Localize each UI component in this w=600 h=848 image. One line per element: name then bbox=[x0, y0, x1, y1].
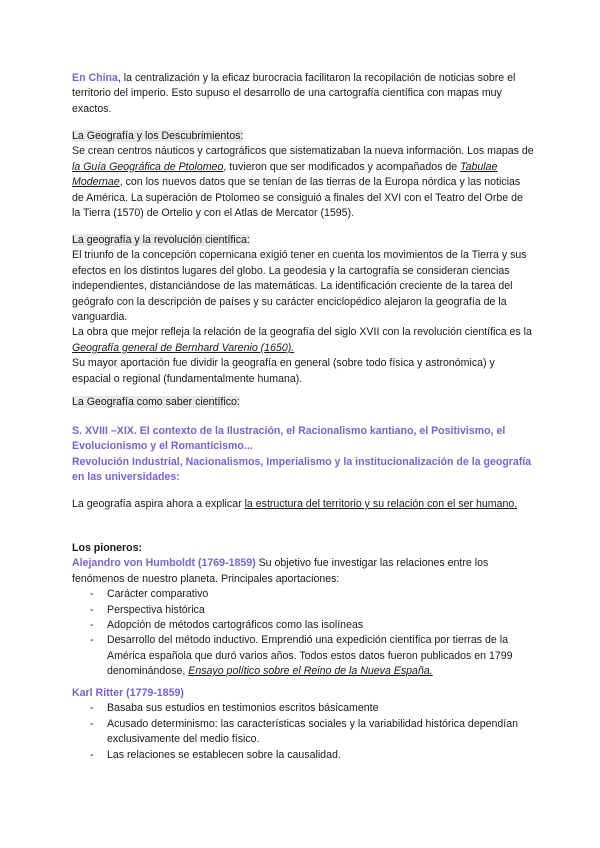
china-text: , la centralización y la eficaz burocracia facilitaron la recopilación de noticias sobre el territorio del imperio. Esto supuso el desarrollo de una cartografía científica con mapas muy exactos. bbox=[72, 72, 516, 115]
humboldt-name: Alejandro von Humboldt (1769-1859) bbox=[72, 557, 256, 570]
varenio-link[interactable]: Geografía general de Bernhard Varenio (1650). bbox=[72, 341, 295, 354]
revolucion-section bbox=[72, 233, 534, 387]
list-item: - Desarrollo del método inductivo. Emprendió una expedición científica por tierras de la América española que duró varios años. Todos estos datos fueron publicados en 1799 denominándose, Ensayo político sobre el Reino de la Nueva España. bbox=[72, 633, 534, 679]
revolucion-heading: La geografía y la revolución científica: bbox=[72, 234, 250, 246]
saber-paragraph: La geografía aspira ahora a explicar la estructura del territorio y su relación con el ser humano. bbox=[72, 498, 518, 510]
list-item: - Perspectiva histórica bbox=[72, 603, 534, 618]
tabulae-modernae-link[interactable]: Tabulae Modernae bbox=[72, 160, 498, 189]
descubrimientos-heading: La Geografía y los Descubrimientos: bbox=[72, 130, 244, 142]
humboldt-paragraph: Alejandro von Humboldt (1769-1859) Su objetivo fue investigar las relaciones entre los fenómenos de nuestro planeta. Principales aportaciones: bbox=[72, 557, 489, 585]
pioneros-section bbox=[72, 541, 534, 680]
saber-subheading-1: S. XVIII –XIX. El contexto de la Ilustración, el Racionalismo kantiano, el Positivismo, el Evolucionismo y el Romanticismo... bbox=[72, 425, 506, 453]
list-item: - Carácter comparativo bbox=[72, 587, 534, 602]
ritter-name: Karl Ritter (1779-1859) bbox=[72, 687, 184, 699]
list-item: - Adopción de métodos cartográficos como las isolíneas bbox=[72, 618, 534, 633]
revolucion-paragraph-1: El triunfo de la concepción copernicana exigió tener en cuenta los movimientos de la Tierra y sus efectos en los distintos lugares del globo. La geodesia y la cartografía se consideran ciencias independientes, distanciándose de las matemáticas. La identificación creciente de la tarea del geógrafo con la descripción de países y su carácter enciclopédico alejaron la geografía de la vanguardia. bbox=[72, 249, 527, 324]
humboldt-list bbox=[72, 587, 534, 679]
china-section bbox=[72, 71, 534, 117]
revolucion-paragraph-2: La obra que mejor refleja la relación de la geografía del siglo XVII con la revolución científica es la Geografía general de Bernhard Varenio (1650). bbox=[72, 326, 532, 354]
china-paragraph bbox=[72, 71, 534, 117]
descubrimientos-section bbox=[72, 129, 534, 221]
saber-subheadings bbox=[72, 424, 534, 486]
guia-ptolomeo-link[interactable]: la Guía Geográfica de Ptolomeo bbox=[72, 160, 224, 173]
list-item: - Las relaciones se establecen sobre la causalidad. bbox=[72, 748, 534, 763]
pioneros-heading: Los pioneros: bbox=[72, 542, 143, 554]
list-item: - Acusado determinismo: las características sociales y la variabilidad histórica dependían exclusivamente del medio físico. bbox=[72, 717, 534, 748]
estructura-territorio-text: la estructura del territorio y su relación con el ser humano. bbox=[244, 498, 518, 510]
china-label: En China bbox=[72, 72, 118, 84]
ritter-list bbox=[72, 701, 534, 763]
saber-paragraph-block bbox=[72, 497, 534, 512]
list-item: - Basaba sus estudios en testimonios escritos básicamente bbox=[72, 701, 534, 716]
saber-heading: La Geografía como saber científico: bbox=[72, 396, 240, 408]
saber-subheading-2: Revolución Industrial, Nacionalismos, Imperialismo y la institucionalización de la geografía en las universidades: bbox=[72, 455, 532, 484]
saber-section bbox=[72, 395, 534, 410]
ensayo-politico-link[interactable]: Ensayo político sobre el Reino de la Nueva España. bbox=[188, 665, 433, 678]
revolucion-paragraph-3: Su mayor aportación fue dividir la geografía en general (sobre todo física y astronómica) y espacial o regional (fundamentalmente humana). bbox=[72, 357, 495, 385]
ritter-section bbox=[72, 686, 534, 763]
descubrimientos-paragraph: Se crean centros náuticos y cartográficos que sistematizaban la nueva información. Los mapas de la Guía Geográfica de Ptolomeo, tuvieron que ser modificados y acompañados de Tabulae Modernae, con los nuevos datos que se tenían de las tierras de la Europa nórdica y las noticias de América. La superación de Ptolomeo se consiguió a finales del XVI con el Teatro del Orbe de la Tierra (1570) de Ortelio y con el Atlas de Mercator (1595). bbox=[72, 145, 534, 220]
